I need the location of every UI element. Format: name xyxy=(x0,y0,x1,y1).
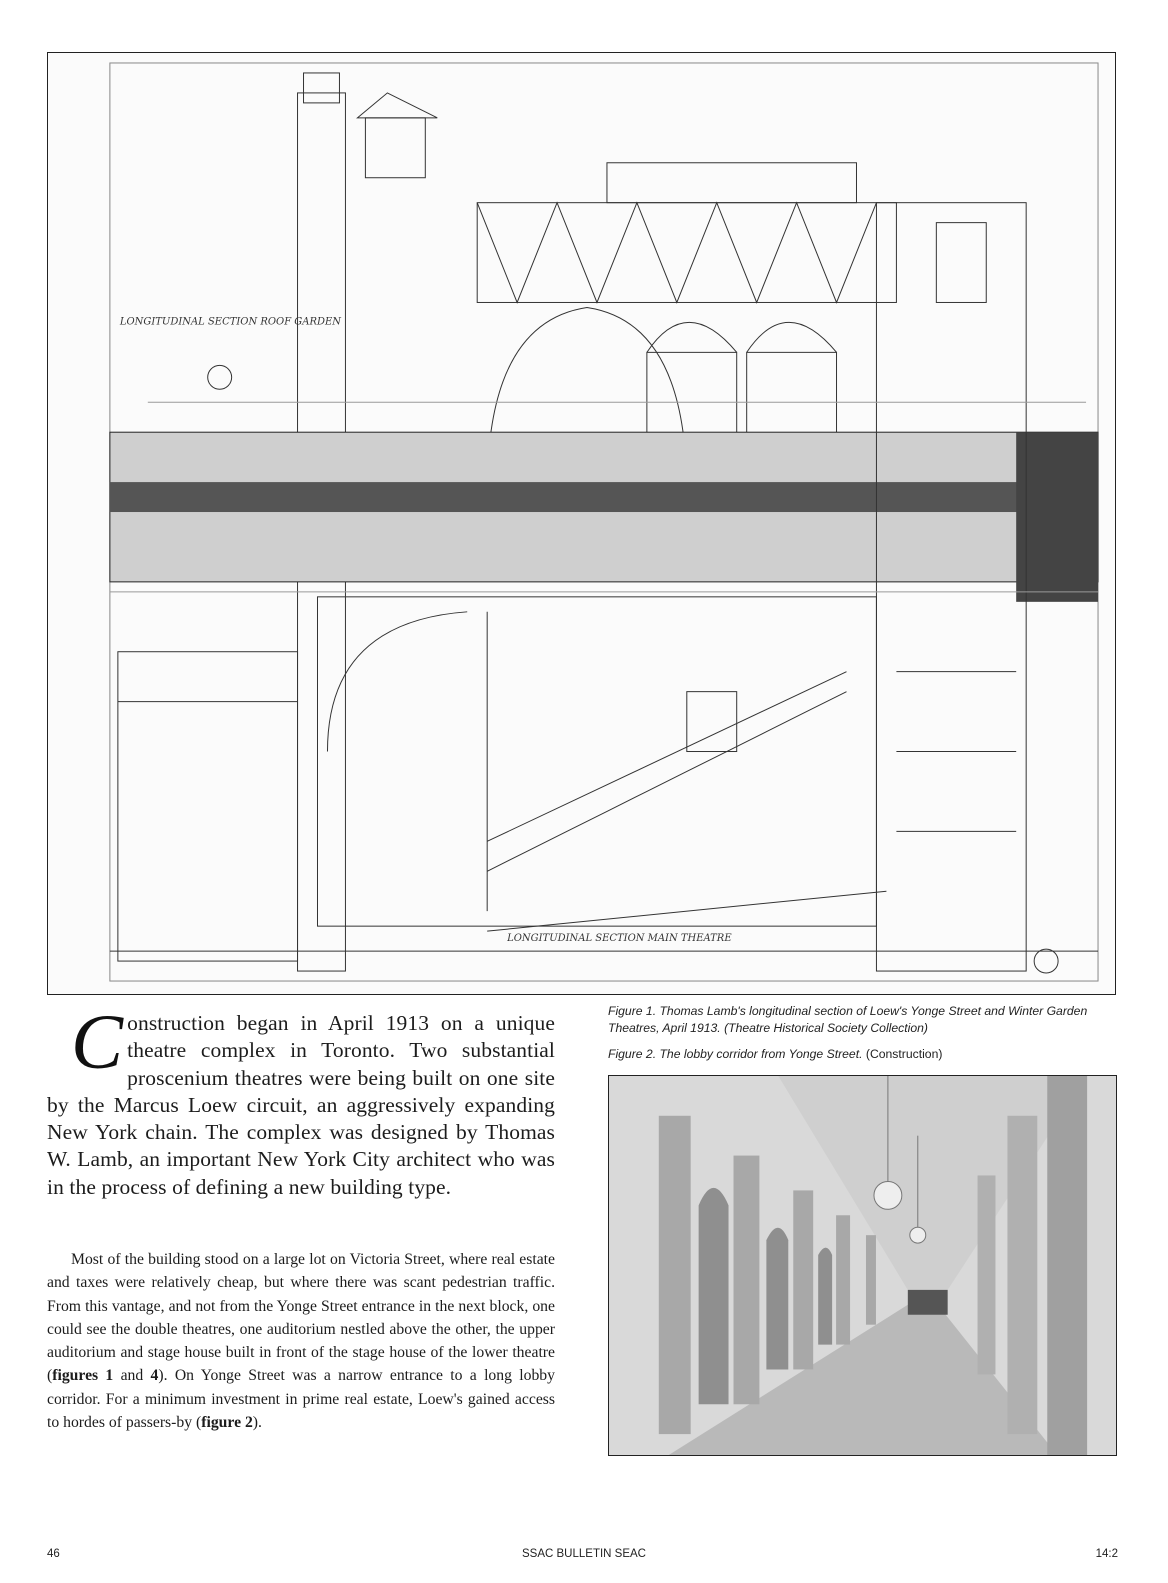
figure-1-caption: Figure 1. Thomas Lamb's longitudinal section of Loew's Yonge Street and Winter Garden Theatres, April 1913. (Theatre Historical Society Collection) xyxy=(608,1004,1088,1035)
figure-2-lobby-photo xyxy=(608,1075,1117,1456)
lead-paragraph xyxy=(47,998,555,1201)
drop-cap: C xyxy=(71,998,124,1085)
section-drawing-svg xyxy=(48,53,1115,994)
figure-reference-2: figure 2 xyxy=(201,1414,253,1432)
body-text-1: Most of the building stood on a large lot on Victoria Street, where real estate and taxes were relatively cheap, but where there was scant pedestrian traffic. From this vantage, and not from the Yonge Street entrance in the next block, one could see the double theatres, one auditorium nestled above the other, the upper auditorium and stage house built in front of the stage house of the lower theatre ( xyxy=(47,1251,555,1385)
figure-2-caption-text: Figure 2. The lobby corridor from Yonge Street. xyxy=(608,1047,863,1061)
figure-reference-4: 4 xyxy=(150,1367,159,1385)
lead-text: onstruction began in April 1913 on a unique theatre complex in Toronto. Two substantial proscenium theatres were being built on one site by the Marcus Loew circuit, an aggressively expanding New York chain. The complex was designed by Thomas W. Lamb, an important New York City architect who was in the process of defining a new building type. xyxy=(47,1011,555,1199)
body-text-2: and xyxy=(113,1367,151,1385)
lower-section-label: LONGITUDINAL SECTION MAIN THEATRE xyxy=(507,933,732,945)
journal-title: SSAC BULLETIN SEAC xyxy=(522,1548,646,1560)
figure-2-caption xyxy=(608,1046,1118,1063)
figure-2-caption-credit: (Construction) xyxy=(865,1047,943,1061)
lobby-photo-svg xyxy=(609,1076,1116,1455)
body-text-3: ). On Yonge Street was a narrow entrance to a long lobby corridor. For a minimum investment in prime real estate, Loew's gained access to hordes of passers-by ( xyxy=(47,1367,555,1432)
issue-number: 14:2 xyxy=(1095,1548,1118,1560)
figure-reference-1: figures 1 xyxy=(52,1367,114,1385)
upper-section-label: LONGITUDINAL SECTION ROOF GARDEN xyxy=(119,316,341,328)
figure-1-section-drawing xyxy=(47,52,1116,995)
body-paragraph xyxy=(47,1248,555,1434)
page-number: 46 xyxy=(47,1548,60,1560)
body-text-4: ). xyxy=(252,1414,262,1432)
